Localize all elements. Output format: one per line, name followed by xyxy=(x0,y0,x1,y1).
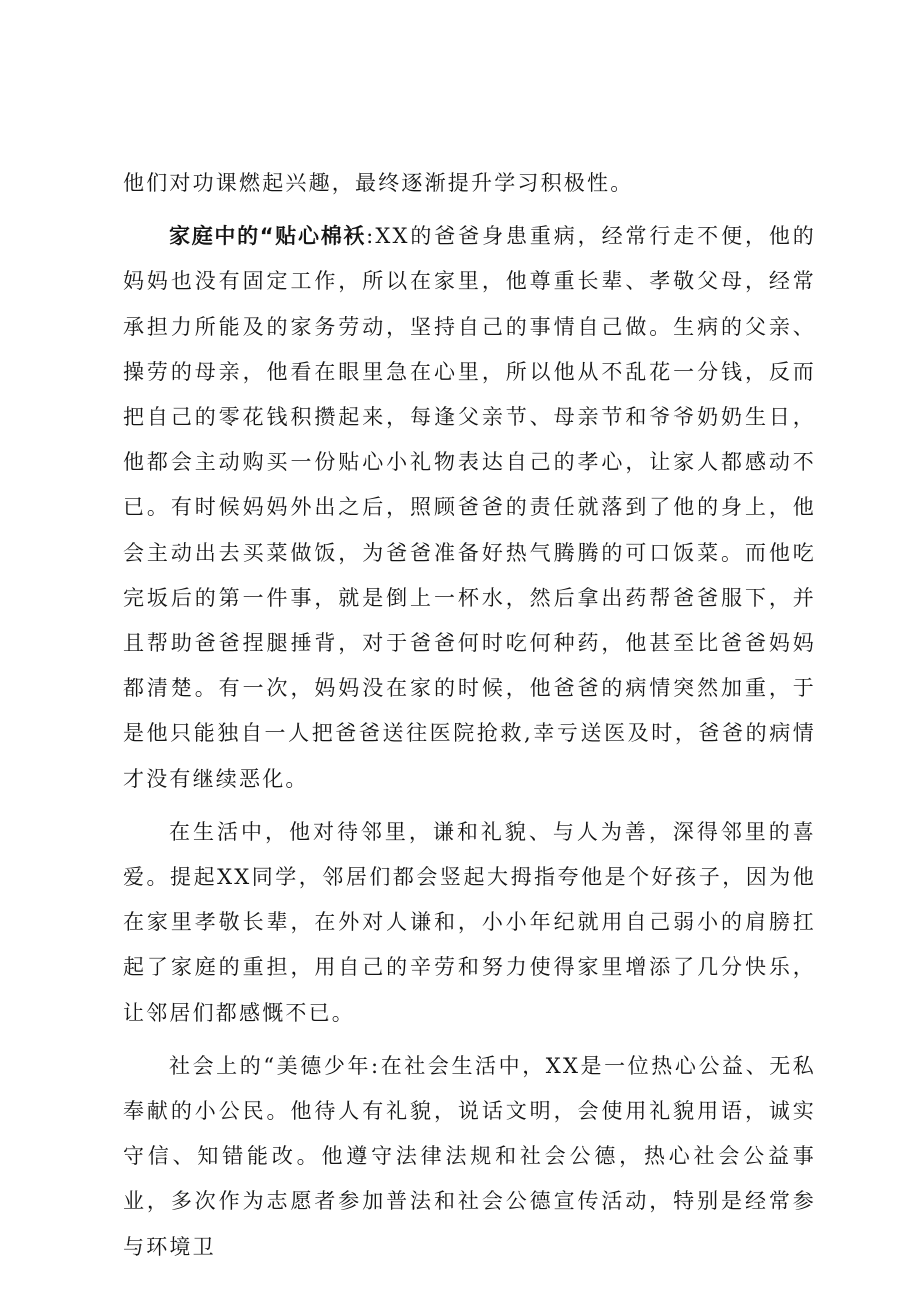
paragraph-neighborhood xyxy=(123,810,816,1036)
document-body xyxy=(123,161,816,1270)
paragraph-text: 社会上的“美德少年:在社会生活中，XX是一位热心公益、无私奉献的小公民。他待人有礼貌，说话文明，会使用礼貌用语，诚实守信、知错能改。他遵守法律法规和社会公德，热心社会公益事业，多次作为志愿者参加普法和社会公德宣传活动，特别是经常参与环境卫 xyxy=(123,1053,816,1259)
paragraph-society xyxy=(123,1044,816,1270)
paragraph-family xyxy=(123,214,816,802)
paragraph-heading: 家庭中的“贴心棉袄 xyxy=(169,224,367,249)
paragraph-continuation xyxy=(123,161,816,206)
paragraph-text: 在生活中，他对待邻里，谦和礼貌、与人为善，深得邻里的喜爱。提起XX同学，邻居们都会竖起大拇指夸他是个好孩子，因为他在家里孝敬长辈，在外对人谦和，小小年纪就用自己弱小的肩膀扛起了家庭的重担，用自己的辛劳和努力使得家里增添了几分快乐，让邻居们都感慨不已。 xyxy=(123,819,816,1025)
paragraph-text: 他们对功课燃起兴趣，最终逐渐提升学习积极性。 xyxy=(123,171,634,195)
paragraph-text: :XX的爸爸身患重病，经常行走不便，他的妈妈也没有固定工作，所以在家里，他尊重长辈、孝敬父母，经常承担力所能及的家务劳动，坚持自己的事情自己做。生病的父亲、操劳的母亲，他看在眼里急在心里，所以他从不乱花一分钱，反而把自己的零花钱积攒起来，每逢父亲节、母亲节和爷爷奶奶生日，他都会主动购买一份贴心小礼物表达自己的孝心，让家人都感动不已。有时候妈妈外出之后，照顾爸爸的责任就落到了他的身上，他会主动出去买菜做饭，为爸爸准备好热气腾腾的可口饭菜。而他吃完坂后的第一件事，就是倒上一杯水，然后拿出药帮爸爸服下，并且帮助爸爸捏腿捶背，对于爸爸何时吃何种药，他甚至比爸爸妈妈都清楚。有一次，妈妈没在家的时候，他爸爸的病情突然加重，于是他只能独自一人把爸爸送往医院抢救,幸亏送医及时，爸爸的病情才没有继续恶化。 xyxy=(123,224,816,791)
